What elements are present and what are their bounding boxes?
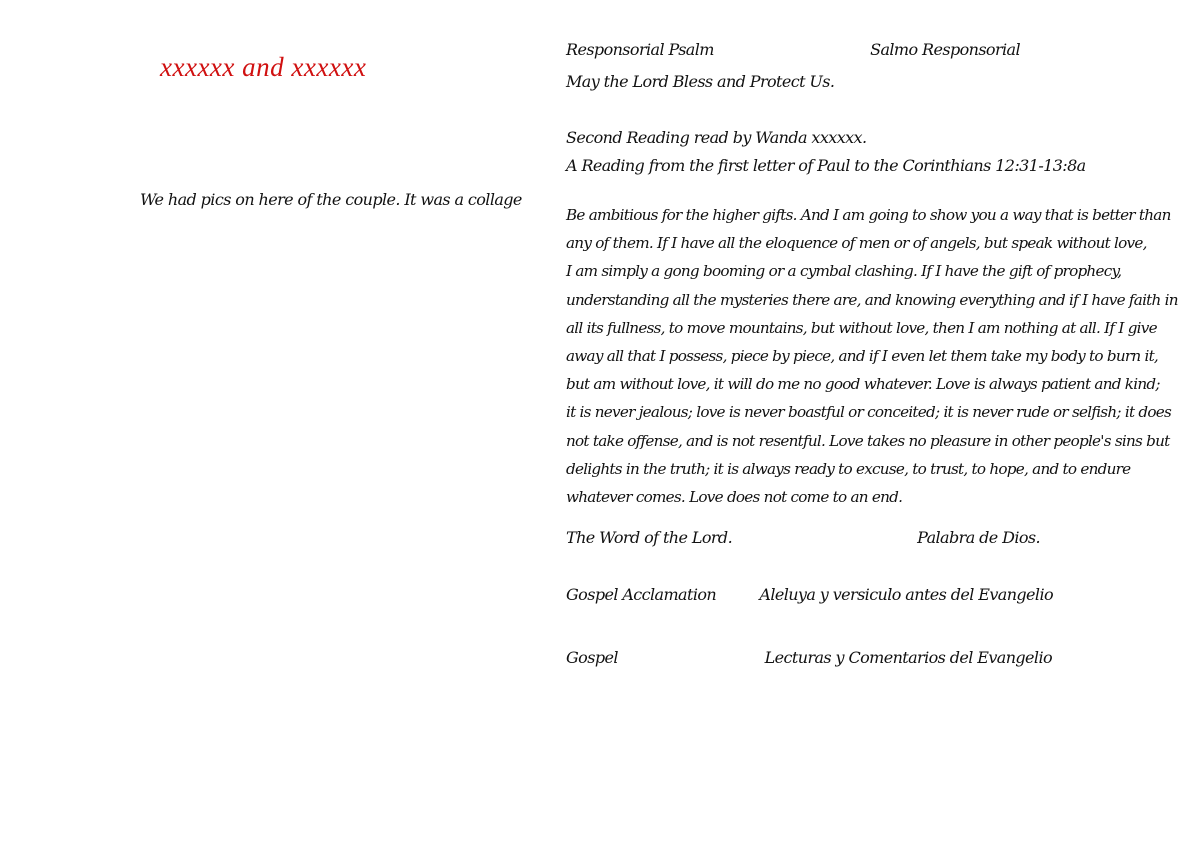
reading-line: whatever comes. Love does not come to an end. [566,488,903,507]
reading-line: not take offense, and is not resentful. Love takes no pleasure in other people's sins but [566,431,1170,450]
reading-line: but am without love, it will do me no good whatever. Love is always patient and kind; [566,375,1160,394]
responsorial-psalm-label-en: Responsorial Psalm [566,40,714,59]
word-of-the-lord-row [566,528,1040,547]
right-page [550,0,1178,850]
reading-line: away all that I possess, piece by piece, and if I even let them take my body to burn it, [566,347,1159,366]
couple-names-title: xxxxxx and xxxxxx [160,52,367,82]
responsorial-psalm-heading [566,40,1020,59]
gospel-row [566,648,1052,667]
collage-note: We had pics on here of the couple. It was a collage [140,190,522,209]
second-reading-reader: Second Reading read by Wanda xxxxxx. [566,128,867,147]
gospel-en: Gospel [566,648,618,667]
responsorial-psalm-label-es: Salmo Responsorial [870,40,1020,59]
reading-line: it is never jealous; love is never boastful or conceited; it is never rude or selfish; it does [566,403,1172,422]
psalm-response: May the Lord Bless and Protect Us. [566,72,835,91]
reading-line: all its fullness, to move mountains, but without love, then I am nothing at all. If I give [566,318,1157,337]
gospel-acclamation-es: Aleluya y versiculo antes del Evangelio [759,585,1053,604]
gospel-acclamation-en: Gospel Acclamation [566,585,717,604]
second-reading-citation: A Reading from the first letter of Paul to the Corinthians 12:31-13:8a [566,156,1086,175]
reading-line: I am simply a gong booming or a cymbal clashing. If I have the gift of prophecy, [566,262,1122,281]
word-of-the-lord-en: The Word of the Lord. [566,528,733,547]
gospel-es: Lecturas y Comentarios del Evangelio [764,648,1052,667]
gospel-acclamation-row [566,585,1053,604]
second-reading-text [566,201,1178,511]
word-of-the-lord-es: Palabra de Dios. [917,528,1040,547]
reading-line: delights in the truth; it is always ready to excuse, to trust, to hope, and to endure [566,459,1131,478]
left-page [0,0,550,850]
reading-line: Be ambitious for the higher gifts. And I am going to show you a way that is better than [566,206,1171,224]
reading-line: understanding all the mysteries there are, and knowing everything and if I have faith in [566,290,1178,309]
reading-line: any of them. If I have all the eloquence of men or of angels, but speak without love, [566,234,1147,253]
